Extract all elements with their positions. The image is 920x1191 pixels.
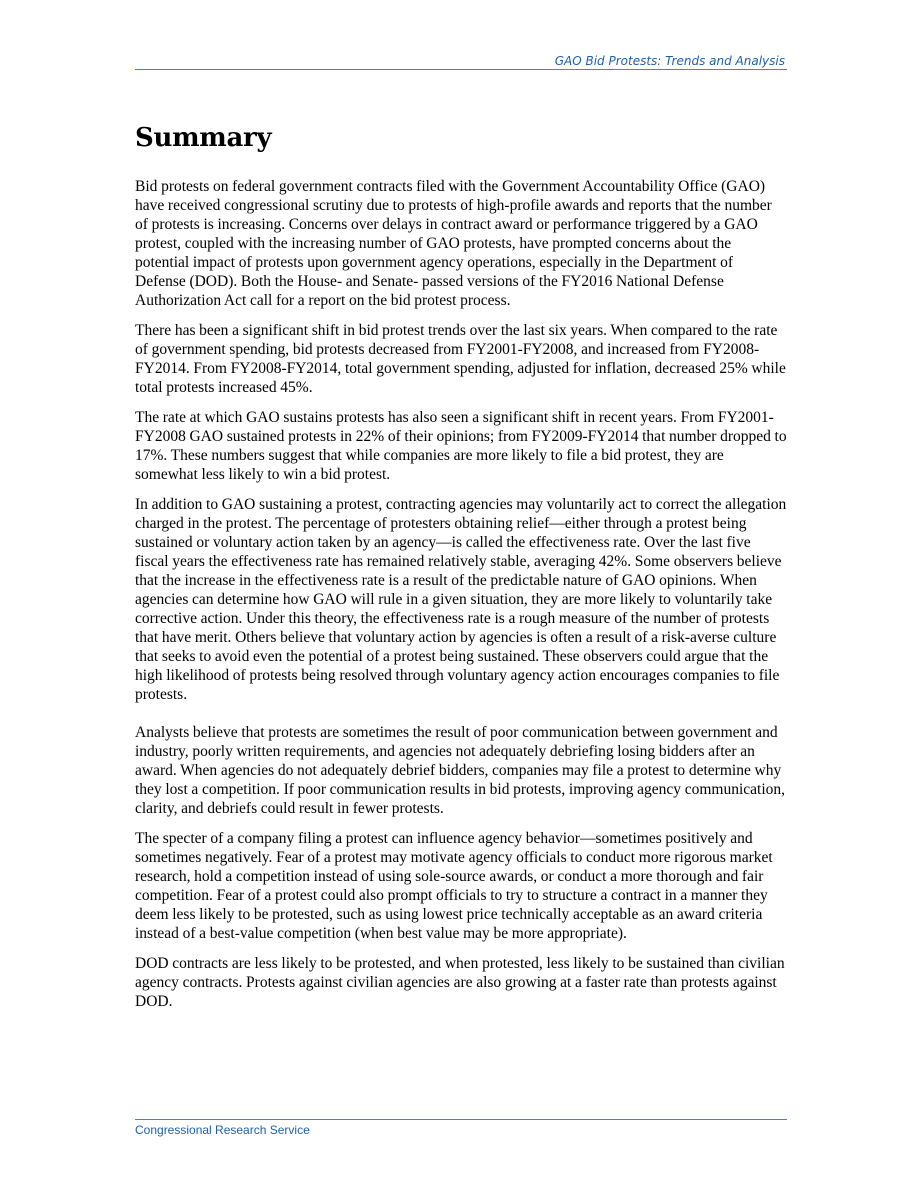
paragraph-1: Bid protests on federal government contracts filed with the Government Accountability Office (GAO) have received congressional scrutiny due to protests of high-profile awards and reports that the number of protests is increasing. Concerns over delays in contract award or performance triggered by a GAO protest, coupled with the increasing number of GAO protests, have prompted concerns about the potential impact of protests upon government agency operations, especially in the Department of Defense (DOD). Both the House- and Senate- passed versions of the FY2016 National Defense Authorization Act call for a report on the bid protest process.: [135, 178, 772, 309]
page-footer: [135, 1119, 787, 1137]
summary-body: [135, 177, 787, 1022]
page-header: [135, 54, 787, 70]
paragraph-2: There has been a significant shift in bid protest trends over the last six years. When compared to the rate of government spending, bid protests decreased from FY2001-FY2008, and increased from FY2008-FY2014. From FY2008-FY2014, total government spending, adjusted for inflation, decreased 25% while total protests increased 45%.: [135, 322, 786, 396]
footer-publisher: Congressional Research Service: [135, 1123, 310, 1137]
paragraph-5: Analysts believe that protests are sometimes the result of poor communication between government and industry, poorly written requirements, and agencies not adequately debriefing losing bidders after an award. When agencies do not adequately debrief bidders, companies may file a protest to determine why they lost a competition. If poor communication results in bid protests, improving agency communication, clarity, and debriefs could result in fewer protests.: [135, 724, 785, 817]
paragraph-4: In addition to GAO sustaining a protest, contracting agencies may voluntarily act to correct the allegation charged in the protest. The percentage of protesters obtaining relief—either through a protest being sustained or voluntary action taken by an agency—is called the effectiveness rate. Over the last five fiscal years the effectiveness rate has remained relatively stable, averaging 42%. Some observers believe that the increase in the effectiveness rate is a result of the predictable nature of GAO opinions. When agencies can determine how GAO will rule in a given situation, they are more likely to voluntarily take corrective action. Under this theory, the effectiveness rate is a rough measure of the number of protests that have merit. Others believe that voluntary action by agencies is often a result of a risk-averse culture that seeks to avoid even the potential of a protest being sustained. These observers could argue that the high likelihood of protests being resolved through voluntary agency action encourages companies to file protests.: [135, 496, 787, 703]
section-title: Summary: [135, 123, 272, 153]
paragraph-6: The specter of a company filing a protest can influence agency behavior—sometimes positively and sometimes negatively. Fear of a protest may motivate agency officials to conduct more rigorous market research, hold a competition instead of using sole-source awards, or conduct a more thorough and fair competition. Fear of a protest could also prompt officials to try to structure a contract in a manner they deem less likely to be protested, such as using lowest price technically acceptable as an award criteria instead of a best-value competition (when best value may be more appropriate).: [135, 830, 773, 942]
paragraph-3: The rate at which GAO sustains protests has also seen a significant shift in recent years. From FY2001-FY2008 GAO sustained protests in 22% of their opinions; from FY2009-FY2014 that number dropped to 17%. These numbers suggest that while companies are more likely to file a bid protest, they are somewhat less likely to win a bid protest.: [135, 409, 787, 483]
running-title: GAO Bid Protests: Trends and Analysis: [554, 54, 785, 68]
paragraph-7: DOD contracts are less likely to be protested, and when protested, less likely to be sustained than civilian agency contracts. Protests against civilian agencies are also growing at a faster rate than protests against DOD.: [135, 955, 785, 1010]
